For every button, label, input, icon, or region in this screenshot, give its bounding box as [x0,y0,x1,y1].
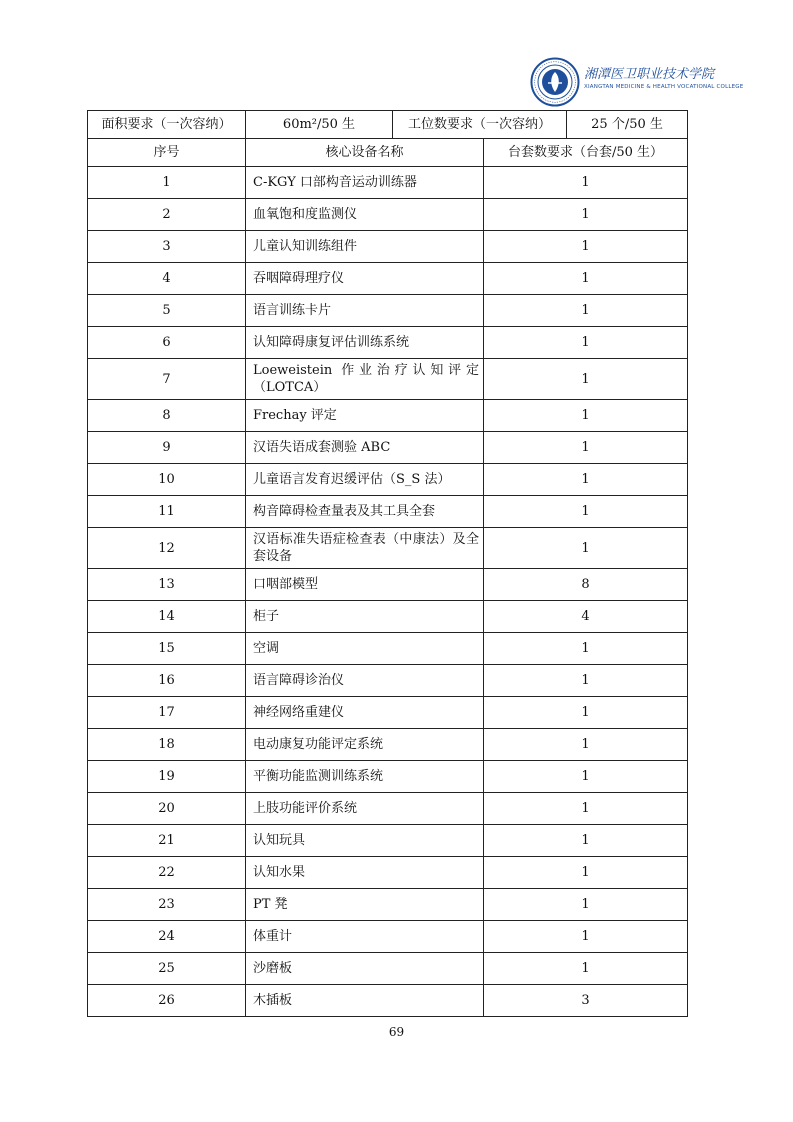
equipment-name: 语言训练卡片 [246,295,484,327]
equipment-name: Loeweistein 作业治疗认知评定（LOTCA） [246,359,484,400]
equipment-name: 构音障碍检查量表及其工具全套 [246,496,484,528]
row-number: 3 [88,231,246,263]
table-row [88,528,688,569]
equipment-name: 吞咽障碍理疗仪 [246,263,484,295]
equipment-quantity: 1 [484,231,688,263]
college-seal-icon [530,57,580,107]
row-number: 26 [88,985,246,1017]
equipment-quantity: 3 [484,985,688,1017]
table-row [88,464,688,496]
row-number: 6 [88,327,246,359]
equipment-quantity: 1 [484,857,688,889]
table-row [88,665,688,697]
equipment-name: Frechay 评定 [246,400,484,432]
equipment-quantity: 1 [484,464,688,496]
table-row [88,761,688,793]
equipment-quantity: 1 [484,761,688,793]
equipment-name: 汉语失语成套测验 ABC [246,432,484,464]
table-row [88,857,688,889]
row-number: 21 [88,825,246,857]
equipment-quantity: 1 [484,496,688,528]
equipment-name: 神经网络重建仪 [246,697,484,729]
row-number: 23 [88,889,246,921]
equipment-name: 木插板 [246,985,484,1017]
equipment-quantity: 1 [484,665,688,697]
table-row [88,496,688,528]
equipment-quantity: 1 [484,167,688,199]
equipment-quantity: 1 [484,528,688,569]
equipment-name: 平衡功能监测训练系统 [246,761,484,793]
row-number: 22 [88,857,246,889]
area-value: 60m²/50 生 [246,111,393,139]
table-row [88,400,688,432]
row-number: 8 [88,400,246,432]
equipment-name: 上肢功能评价系统 [246,793,484,825]
equipment-quantity: 1 [484,729,688,761]
table-row [88,432,688,464]
row-number: 11 [88,496,246,528]
equipment-quantity: 1 [484,825,688,857]
equipment-name: 口咽部模型 [246,569,484,601]
table-row [88,263,688,295]
table-row [88,633,688,665]
college-name-en: XIANGTAN MEDICINE & HEALTH VOCATIONAL COLLEGE [584,84,744,90]
table-row [88,167,688,199]
equipment-quantity: 1 [484,953,688,985]
row-number: 1 [88,167,246,199]
equipment-quantity: 1 [484,263,688,295]
page-number: 69 [388,1025,405,1039]
table-row [88,985,688,1017]
table-row [88,359,688,400]
row-number: 2 [88,199,246,231]
table-row [88,601,688,633]
header-name: 核心设备名称 [246,139,484,167]
row-number: 16 [88,665,246,697]
row-number: 7 [88,359,246,400]
equipment-quantity: 1 [484,633,688,665]
equipment-table [87,110,688,1017]
row-number: 25 [88,953,246,985]
equipment-name: 认知玩具 [246,825,484,857]
row-number: 12 [88,528,246,569]
table-row [88,327,688,359]
equipment-name: 儿童语言发育迟缓评估（S_S 法） [246,464,484,496]
equipment-name: 体重计 [246,921,484,953]
row-number: 24 [88,921,246,953]
row-number: 20 [88,793,246,825]
table-row [88,697,688,729]
equipment-quantity: 1 [484,432,688,464]
equipment-name: 语言障碍诊治仪 [246,665,484,697]
equipment-quantity: 8 [484,569,688,601]
equipment-name: C-KGY 口部构音运动训练器 [246,167,484,199]
equipment-name: 沙磨板 [246,953,484,985]
table-row [88,921,688,953]
table-row [88,889,688,921]
row-number: 15 [88,633,246,665]
row-number: 17 [88,697,246,729]
equipment-name: 认知水果 [246,857,484,889]
table-row [88,825,688,857]
equipment-quantity: 1 [484,921,688,953]
requirements-row [88,111,688,139]
equipment-quantity: 4 [484,601,688,633]
header-qty: 台套数要求（台套/50 生） [484,139,688,167]
college-logo [530,55,744,111]
equipment-name: PT 凳 [246,889,484,921]
row-number: 5 [88,295,246,327]
row-number: 10 [88,464,246,496]
equipment-name: 汉语标准失语症检查表（中康法）及全套设备 [246,528,484,569]
equipment-quantity: 1 [484,889,688,921]
header-no: 序号 [88,139,246,167]
equipment-quantity: 1 [484,295,688,327]
equipment-quantity: 1 [484,199,688,231]
table-row [88,793,688,825]
equipment-name: 认知障碍康复评估训练系统 [246,327,484,359]
row-number: 4 [88,263,246,295]
table-row [88,729,688,761]
equipment-name: 空调 [246,633,484,665]
row-number: 19 [88,761,246,793]
row-number: 13 [88,569,246,601]
equipment-quantity: 1 [484,400,688,432]
header-row [88,139,688,167]
area-label: 面积要求（一次容纳） [88,111,246,139]
equipment-quantity: 1 [484,327,688,359]
equipment-quantity: 1 [484,793,688,825]
station-label: 工位数要求（一次容纳） [393,111,567,139]
table-row [88,199,688,231]
equipment-quantity: 1 [484,359,688,400]
table-row [88,295,688,327]
equipment-quantity: 1 [484,697,688,729]
row-number: 18 [88,729,246,761]
station-value: 25 个/50 生 [567,111,688,139]
college-name-cn: 湘潭医卫职业技术学院 [584,67,715,82]
equipment-name: 儿童认知训练组件 [246,231,484,263]
row-number: 9 [88,432,246,464]
table-row [88,953,688,985]
table-row [88,569,688,601]
equipment-name: 血氧饱和度监测仪 [246,199,484,231]
equipment-name: 电动康复功能评定系统 [246,729,484,761]
row-number: 14 [88,601,246,633]
equipment-name: 柜子 [246,601,484,633]
table-row [88,231,688,263]
